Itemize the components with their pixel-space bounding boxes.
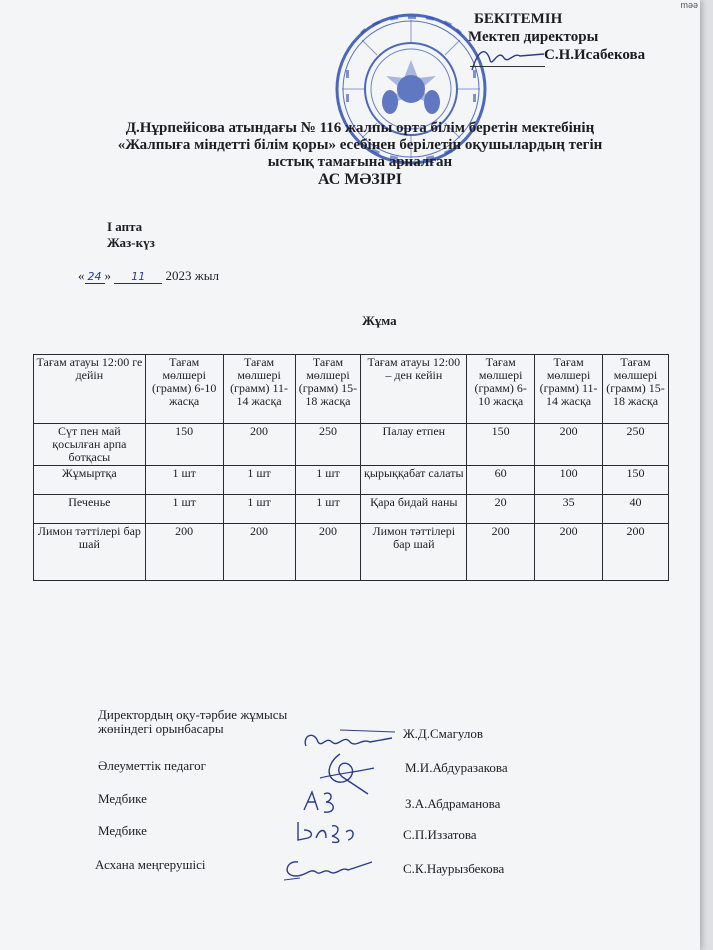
- table-cell: 35: [535, 495, 603, 524]
- canteen-manager-signature: [276, 850, 376, 886]
- signature-role: [98, 708, 287, 736]
- table-row: [34, 424, 669, 466]
- table-cell: 1 шт: [223, 495, 295, 524]
- signature-person: М.И.Абдуразакова: [405, 760, 508, 775]
- table-cell: Лимон тәттілері бар шай: [34, 524, 146, 581]
- table-row: [34, 524, 669, 581]
- role-line-1: Директордың оқу-тәрбие жұмысы: [98, 707, 288, 722]
- table-cell: қырыққабат салаты: [361, 466, 467, 495]
- week-number: I апта: [107, 219, 143, 234]
- table-cell: Палау етпен: [361, 424, 467, 466]
- nurse-signature-2: [292, 816, 362, 846]
- table-header-row: [34, 355, 669, 424]
- table-cell: 60: [467, 466, 535, 495]
- table-cell: 20: [467, 495, 535, 524]
- table-cell: 200: [145, 524, 223, 581]
- table-cell: 200: [603, 524, 669, 581]
- director-signature: [468, 40, 548, 76]
- table-cell: 1 шт: [145, 466, 223, 495]
- table-header-cell: Тағам мөлшері (грамм) 11-14 жасқа: [535, 355, 603, 424]
- title-menu: АС МӘЗІРІ: [318, 171, 402, 188]
- table-header-cell: Тағам мөлшері (грамм) 6-10 жасқа: [145, 355, 223, 424]
- table-cell: 200: [535, 524, 603, 581]
- table-cell: 1 шт: [223, 466, 295, 495]
- table-cell: 200: [295, 524, 361, 581]
- table-cell: Лимон тәттілері бар шай: [361, 524, 467, 581]
- table-cell: 150: [145, 424, 223, 466]
- title-line-3: ыстық тамағына арналған: [267, 154, 453, 170]
- table-cell: Қара бидай наны: [361, 495, 467, 524]
- table-header-cell: Тағам мөлшері (грамм) 15-18 жасқа: [295, 355, 361, 424]
- table-cell: 40: [603, 495, 669, 524]
- approval-heading: БЕКІТЕМІН: [474, 11, 563, 27]
- date-year: 2023 жыл: [165, 268, 219, 283]
- table-cell: 250: [295, 424, 361, 466]
- table-cell: 100: [535, 466, 603, 495]
- document-date: [78, 268, 219, 284]
- table-row: [34, 466, 669, 495]
- approval-position: Мектеп директоры: [468, 29, 599, 45]
- signature-person: С.П.Иззатова: [403, 827, 477, 842]
- signature-role: Медбике: [98, 823, 147, 838]
- date-day: 24: [85, 270, 105, 284]
- signature-person: Ж.Д.Смагулов: [403, 726, 483, 741]
- date-open-quote: «: [78, 268, 85, 283]
- table-header-cell: Тағам атауы 12:00 – ден кейін: [361, 355, 467, 424]
- date-close-quote: »: [104, 268, 111, 283]
- table-cell: Сүт пен май қосылған арпа ботқасы: [34, 424, 146, 466]
- table-cell: 1 шт: [295, 495, 361, 524]
- table-cell: 1 шт: [295, 466, 361, 495]
- table-cell: Печенье: [34, 495, 146, 524]
- approval-director-name: С.Н.Исабекова: [544, 47, 646, 63]
- title-line-2: «Жалпыға міндетті білім қоры» есебінен берілетін оқушылардың тегін: [117, 137, 603, 153]
- nurse-signature-1: [300, 786, 360, 816]
- table-cell: Жұмыртқа: [34, 466, 146, 495]
- table-header-cell: Тағам мөлшері (грамм) 11-14 жасқа: [223, 355, 295, 424]
- signature-role: Әлеуметтік педагог: [98, 758, 206, 773]
- table-row: [34, 495, 669, 524]
- corner-fragment-text: məə: [680, 0, 698, 10]
- signature-person: З.А.Абдраманова: [405, 796, 501, 811]
- signature-person: С.К.Наурызбекова: [403, 861, 505, 876]
- menu-table: [33, 354, 669, 581]
- table-header-cell: Тағам атауы 12:00 ге дейін: [34, 355, 146, 424]
- week-info: [107, 219, 155, 251]
- signature-role: Асхана меңгерушісі: [95, 857, 206, 872]
- season: Жаз-күз: [107, 235, 155, 250]
- table-header-cell: Тағам мөлшері (грамм) 15-18 жасқа: [603, 355, 669, 424]
- date-month: 11: [114, 270, 162, 284]
- document-title: [80, 120, 640, 188]
- table-cell: 150: [467, 424, 535, 466]
- director-signature-line: [470, 66, 545, 67]
- table-cell: 250: [603, 424, 669, 466]
- table-cell: 150: [603, 466, 669, 495]
- table-cell: 200: [535, 424, 603, 466]
- table-cell: 200: [223, 524, 295, 581]
- role-line-2: жөніндегі орынбасары: [98, 721, 224, 736]
- day-of-week: Жұма: [362, 313, 397, 328]
- table-cell: 1 шт: [145, 495, 223, 524]
- table-cell: 200: [467, 524, 535, 581]
- signature-role: Медбике: [98, 791, 147, 806]
- table-header-cell: Тағам мөлшері (грамм) 6-10 жасқа: [467, 355, 535, 424]
- table-cell: 200: [223, 424, 295, 466]
- title-line-1: Д.Нұрпейісова атындағы № 116 жалпы орта білім беретін мектебінің: [125, 120, 595, 136]
